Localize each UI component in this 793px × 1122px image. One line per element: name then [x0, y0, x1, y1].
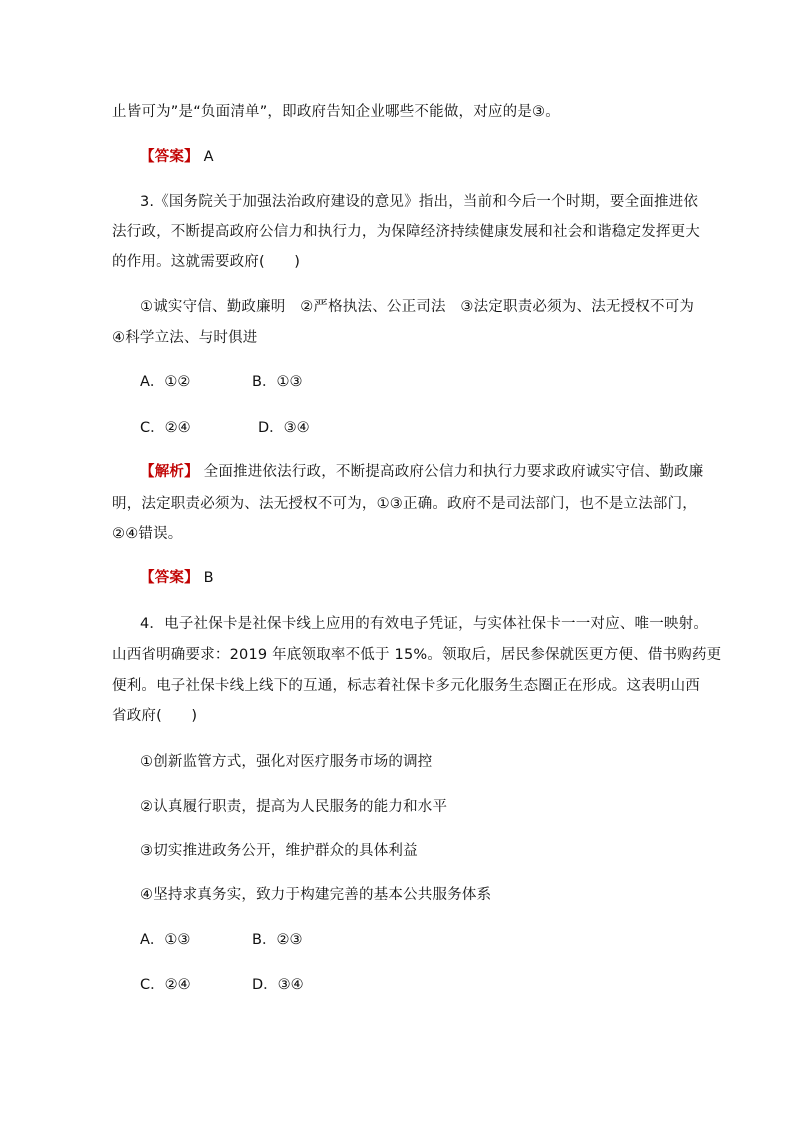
q3-analysis-line-1 — [140, 462, 703, 482]
q4-stem-line-2: 山西省明确要求：2019 年底领取率不低于 15%。领取后，居民参保就医更方便、借书购药更 — [112, 647, 722, 663]
q4-option-a: A．①③ — [140, 932, 191, 948]
q3-items-line-1: ①诚实守信、勤政廉明 ②严格执法、公正司法 ③法定职责必须为、法无授权不可为 — [140, 299, 695, 315]
q3-analysis-line-3: ②④错误。 — [112, 526, 183, 542]
q4-option-c: C．②④ — [140, 977, 191, 993]
q3-analysis-line-2: 明，法定职责必须为、法无授权不可为，①③正确。政府不是司法部门，也不是立法部门， — [112, 496, 697, 512]
q4-stem-line-4: 省政府( ) — [112, 708, 198, 724]
q3-answer — [140, 568, 214, 588]
q3-option-d: D．③④ — [258, 420, 310, 436]
q3-stem-line-3: 的作用。这就需要政府( ) — [112, 254, 301, 270]
answer-value: B — [203, 570, 214, 586]
q4-item-3: ③切实推进政务公开，维护群众的具体利益 — [140, 843, 418, 859]
q4-option-b: B．②③ — [252, 932, 303, 948]
analysis-label: 【解析】 — [140, 464, 199, 480]
q4-stem-line-1: 4．电子社保卡是社保卡线上应用的有效电子凭证，与实体社保卡一一对应、唯一映射。 — [140, 616, 709, 632]
answer-label: 【答案】 — [140, 570, 199, 586]
q3-stem-line-2: 法行政，不断提高政府公信力和执行力，为保障经济持续健康发展和社会和谐稳定发挥更大 — [112, 224, 700, 240]
analysis-text: 全面推进依法行政，不断提高政府公信力和执行力要求政府诚实守信、勤政廉 — [203, 464, 704, 480]
q2-answer — [140, 147, 214, 167]
q4-stem-line-3: 便利。电子社保卡线上线下的互通，标志着社保卡多元化服务生态圈正在形成。这表明山西 — [112, 678, 700, 694]
q4-item-1: ①创新监管方式，强化对医疗服务市场的调控 — [140, 754, 433, 770]
q3-option-c: C．②④ — [140, 420, 191, 436]
answer-value: A — [203, 149, 214, 165]
answer-label: 【答案】 — [140, 149, 199, 165]
q3-items-line-2: ④科学立法、与时俱进 — [112, 330, 258, 346]
q3-option-b: B．①③ — [252, 374, 303, 390]
q2-text-tail: 止皆可为”是“负面清单”，即政府告知企业哪些不能做，对应的是③。 — [112, 104, 560, 120]
q3-stem-line-1: 3.《国务院关于加强法治政府建设的意见》指出，当前和今后一个时期，要全面推进依 — [140, 194, 699, 210]
q4-item-2: ②认真履行职责，提高为人民服务的能力和水平 — [140, 799, 448, 815]
q4-option-d: D．③④ — [252, 977, 304, 993]
q4-item-4: ④坚持求真务实，致力于构建完善的基本公共服务体系 — [140, 887, 492, 903]
q3-option-a: A．①② — [140, 374, 191, 390]
